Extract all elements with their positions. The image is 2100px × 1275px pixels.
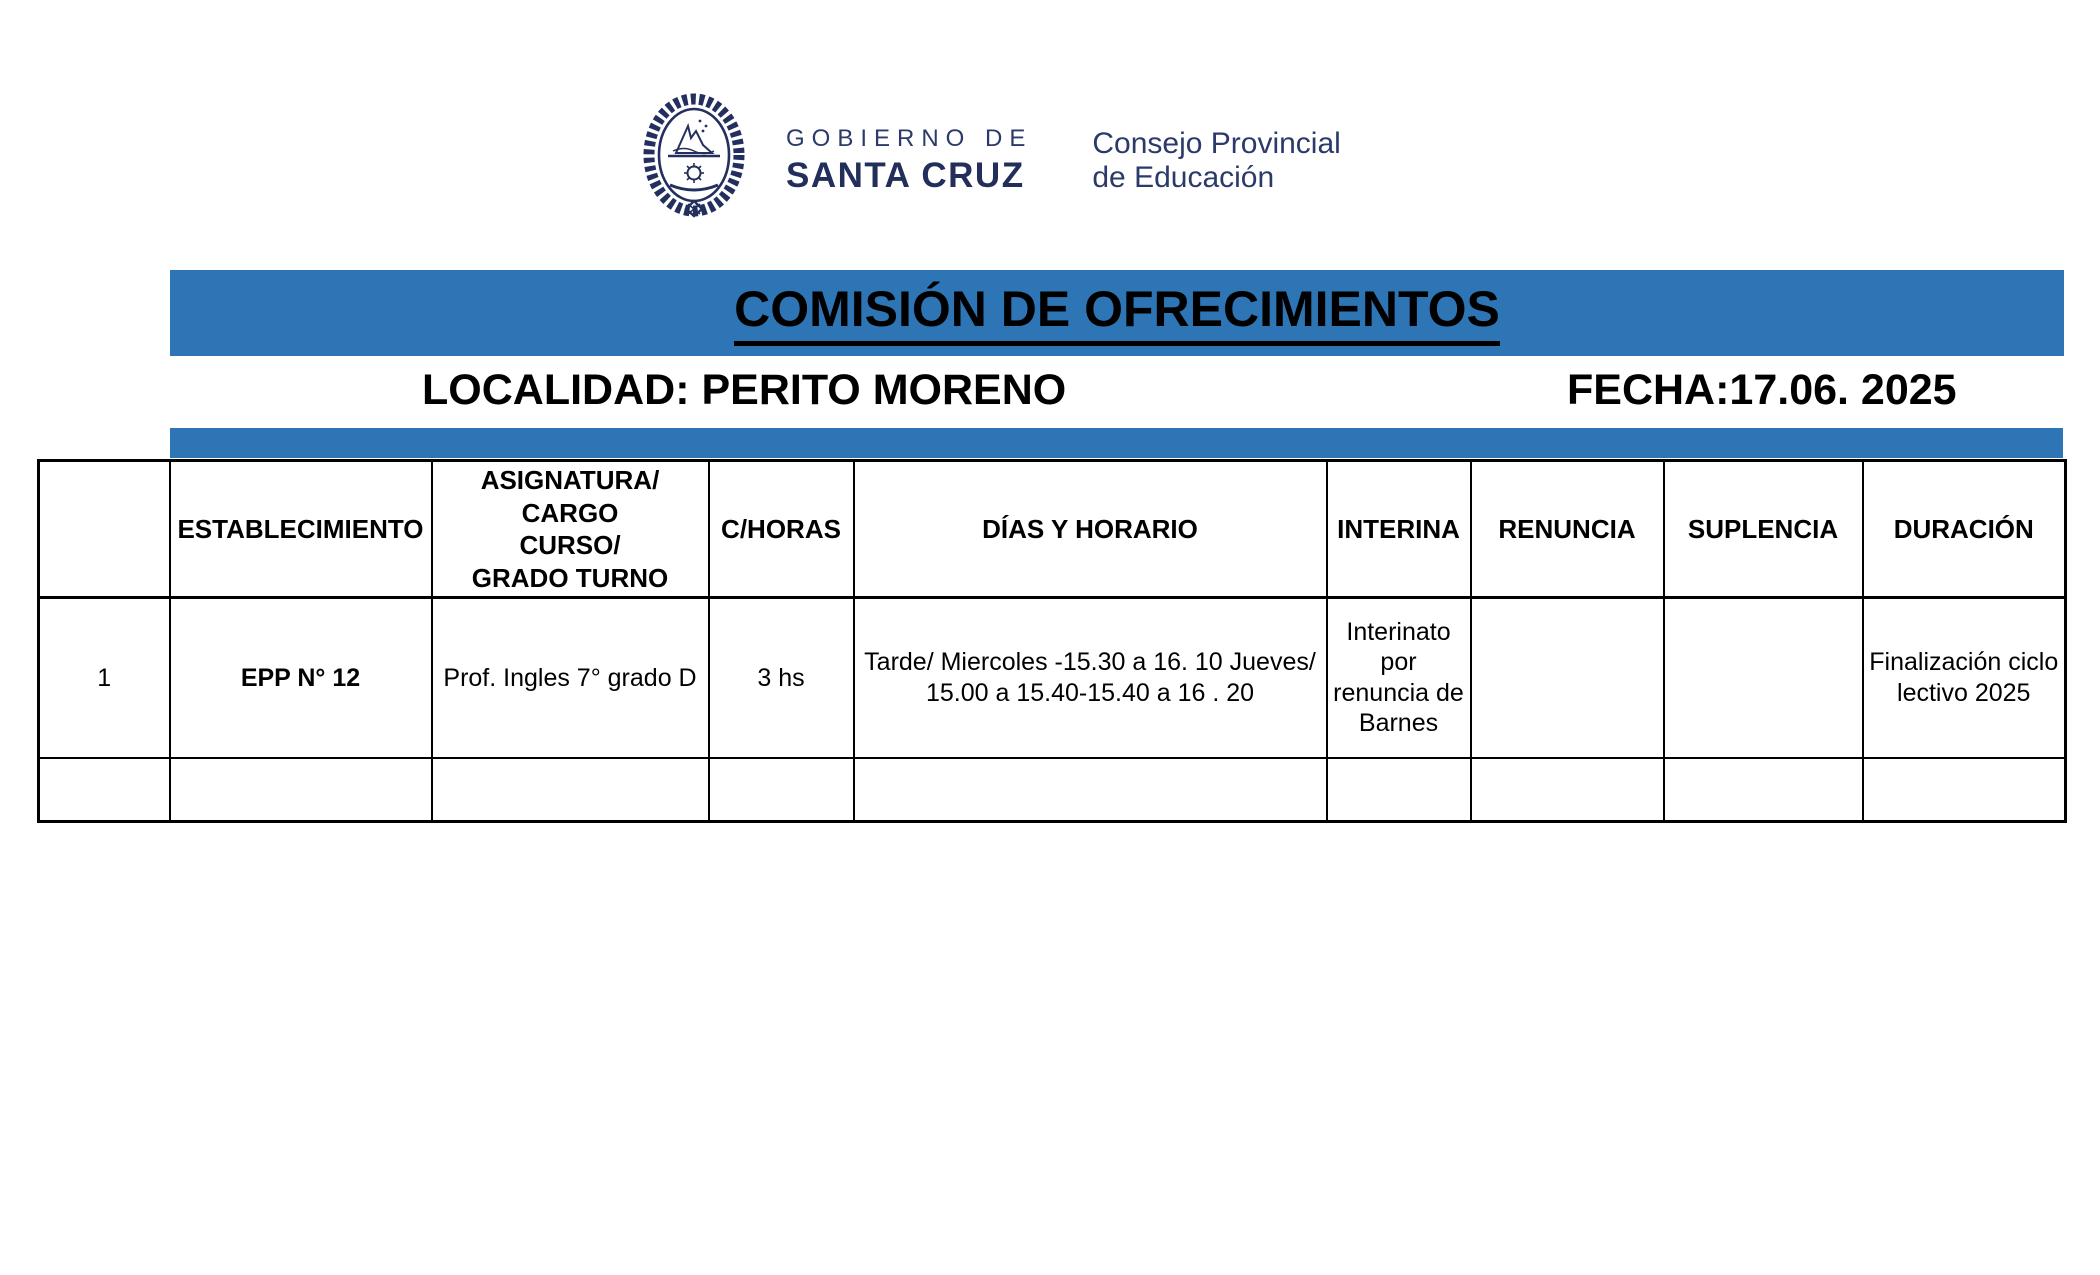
santa-cruz-coat-of-arms-icon <box>640 93 748 219</box>
table-row-empty <box>39 758 2066 822</box>
cell-c-horas: 3 hs <box>709 598 854 758</box>
cell-interina <box>1327 598 1471 758</box>
fecha-label: FECHA:17.06. 2025 <box>1567 366 1957 414</box>
header-asignatura-text: ASIGNATURA/ CARGO CURSO/ GRADO TURNO <box>471 465 669 593</box>
cell-renuncia <box>1471 598 1664 758</box>
cell-interina-text: Interinato por renuncia de Barnes <box>1333 617 1464 738</box>
consejo-line1: Consejo Provincial <box>1092 127 1341 160</box>
offers-table <box>37 459 2067 823</box>
header-row-number <box>39 461 170 598</box>
logo <box>640 93 1341 219</box>
header-duracion: DURACIÓN <box>1863 461 2066 598</box>
cell-row-number: 1 <box>39 598 170 758</box>
cell-interina <box>1327 758 1471 822</box>
header-interina: INTERINA <box>1327 461 1471 598</box>
header-c-horas: C/HORAS <box>709 461 854 598</box>
header-renuncia: RENUNCIA <box>1471 461 1664 598</box>
table-header-row <box>39 461 2066 598</box>
header-establecimiento: ESTABLECIMIENTO <box>170 461 432 598</box>
cell-renuncia <box>1471 758 1664 822</box>
cell-dias-horario: Tarde/ Miercoles -15.30 a 16. 10 Jueves/ 15.00 a 15.40-15.40 a 16 . 20 <box>854 598 1327 758</box>
gobierno-de-text: GOBIERNO DE <box>786 125 1033 152</box>
consejo-line2: de Educación <box>1092 160 1275 194</box>
government-wordmark <box>786 125 1032 196</box>
cell-dias-horario <box>854 758 1327 822</box>
consejo-provincial-text <box>1092 127 1340 194</box>
table-row <box>39 598 2066 758</box>
cell-c-horas <box>709 758 854 822</box>
cell-establecimiento <box>170 758 432 822</box>
cell-asignatura: Prof. Ingles 7° grado D <box>432 598 709 758</box>
santa-cruz-text: SANTA CRUZ <box>786 156 1025 195</box>
cell-duracion: Finalización ciclo lectivo 2025 <box>1863 598 2066 758</box>
header-asignatura <box>432 461 709 598</box>
cell-duracion <box>1863 758 2066 822</box>
header-dias-horario: DÍAS Y HORARIO <box>854 461 1327 598</box>
cell-row-number <box>39 758 170 822</box>
blue-strip-divider <box>170 428 2063 458</box>
cell-asignatura <box>432 758 709 822</box>
localidad-label: LOCALIDAD: PERITO MORENO <box>422 366 1067 414</box>
cell-suplencia <box>1664 598 1863 758</box>
page-title: COMISIÓN DE OFRECIMIENTOS <box>734 280 1500 346</box>
cell-suplencia <box>1664 758 1863 822</box>
title-banner <box>170 270 2064 356</box>
cell-establecimiento: EPP N° 12 <box>170 598 432 758</box>
header-suplencia: SUPLENCIA <box>1664 461 1863 598</box>
